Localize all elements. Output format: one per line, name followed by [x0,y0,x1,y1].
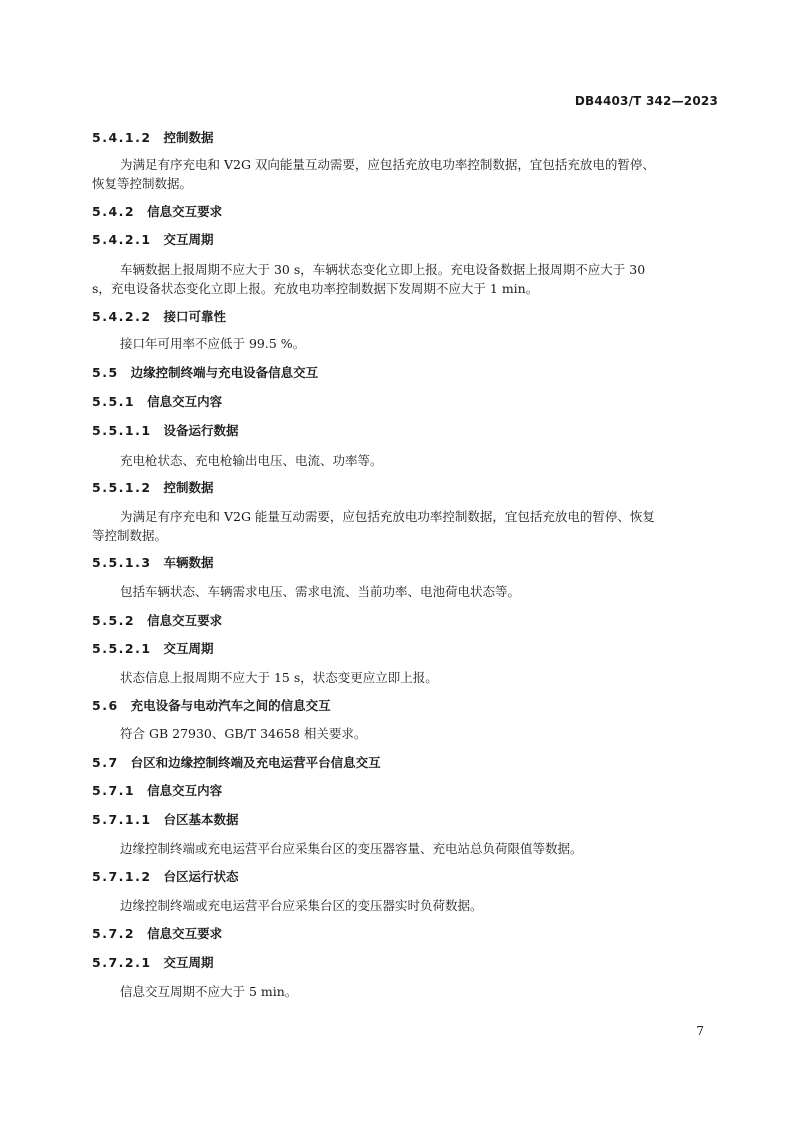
section-heading [92,639,214,657]
section-number: 5.5.1.2 [92,480,152,495]
section-title: 信息交互要求 [147,613,223,628]
section-number: 5.7.1 [92,783,136,798]
section-title: 交互周期 [163,641,214,656]
paragraph-continuation: 等控制数据。 [92,528,168,543]
section-number: 5.6 [92,698,119,713]
section-heading [92,867,239,885]
section-number: 5.4.2.1 [92,232,152,247]
section-number: 5.5.1 [92,394,136,409]
section-heading [92,307,226,325]
section-heading [92,924,222,942]
section-heading [92,421,239,439]
section-title: 台区运行状态 [163,869,239,884]
section-title: 信息交互要求 [147,204,223,219]
paragraph-line: 为满足有序充电和 V2G 双向能量互动需要，应包括充放电功率控制数据，宜包括充放电的暂停、 [120,157,655,172]
section-title: 接口可靠性 [163,309,227,324]
paragraph-line: 包括车辆状态、车辆需求电压、需求电流、当前功率、电池荷电状态等。 [120,584,521,599]
section-title: 台区和边缘控制终端及充电运营平台信息交互 [130,755,381,770]
paragraph-continuation: 恢复等控制数据。 [92,176,193,191]
section-number: 5.5 [92,365,119,380]
section-heading [92,953,214,971]
section-heading [92,781,222,799]
section-title: 车辆数据 [163,555,214,570]
paragraph-line: 信息交互周期不应大于 5 min。 [120,984,298,999]
section-number: 5.4.1.2 [92,130,152,145]
section-heading [92,128,214,146]
section-number: 5.5.1.1 [92,423,152,438]
section-title: 台区基本数据 [163,812,239,827]
section-number: 5.5.2.1 [92,641,152,656]
document-code-header: DB4403/T 342—2023 [574,94,718,108]
paragraph-line: 充电枪状态、充电枪输出电压、电流、功率等。 [120,453,383,468]
section-title: 充电设备与电动汽车之间的信息交互 [130,698,331,713]
section-number: 5.4.2.2 [92,309,152,324]
section-title: 信息交互要求 [147,926,223,941]
paragraph-line: 接口年可用率不应低于 99.5 %。 [120,336,306,351]
paragraph-continuation: s，充电设备状态变化立即上报。充放电功率控制数据下发周期不应大于 1 min。 [92,281,539,296]
section-number: 5.5.1.3 [92,555,152,570]
section-number: 5.5.2 [92,613,136,628]
section-number: 5.7 [92,755,119,770]
section-heading [92,753,381,771]
paragraph-line: 符合 GB 27930、GB/T 34658 相关要求。 [120,726,367,741]
section-number: 5.7.2 [92,926,136,941]
section-title: 设备运行数据 [163,423,239,438]
paragraph-line: 为满足有序充电和 V2G 能量互动需要，应包括充放电功率控制数据，宜包括充放电的暂停、恢复 [120,509,655,524]
paragraph-line: 状态信息上报周期不应大于 15 s，状态变更应立即上报。 [120,670,438,685]
section-number: 5.4.2 [92,204,136,219]
section-number: 5.7.1.2 [92,869,152,884]
section-heading [92,810,239,828]
section-title: 控制数据 [163,130,214,145]
paragraph-line: 车辆数据上报周期不应大于 30 s，车辆状态变化立即上报。充电设备数据上报周期不应大于 30 [120,262,646,277]
section-heading [92,553,214,571]
section-heading [92,696,331,714]
paragraph-line: 边缘控制终端或充电运营平台应采集台区的变压器容量、充电站总负荷限值等数据。 [120,841,583,856]
section-heading [92,363,318,381]
section-title: 信息交互内容 [147,394,223,409]
section-title: 信息交互内容 [147,783,223,798]
section-heading [92,611,222,629]
section-number: 5.7.2.1 [92,955,152,970]
section-heading [92,230,214,248]
paragraph-line: 边缘控制终端或充电运营平台应采集台区的变压器实时负荷数据。 [120,898,483,913]
section-heading [92,202,222,220]
page-number: 7 [696,1024,704,1038]
section-title: 交互周期 [163,955,214,970]
section-number: 5.7.1.1 [92,812,152,827]
section-heading [92,478,214,496]
section-title: 控制数据 [163,480,214,495]
section-title: 交互周期 [163,232,214,247]
section-title: 边缘控制终端与充电设备信息交互 [130,365,319,380]
section-heading [92,392,222,410]
